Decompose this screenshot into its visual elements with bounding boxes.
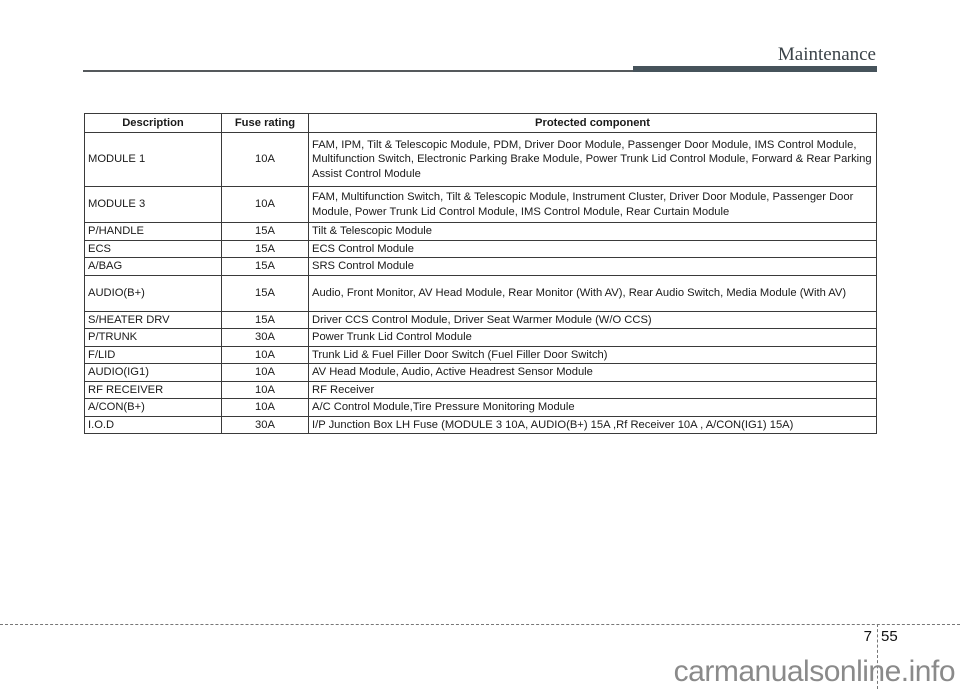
section-title: Maintenance [777,44,876,65]
fuse-description: A/CON(B+) [85,399,222,417]
table-row [85,223,877,241]
fuse-rating: 10A [222,364,309,382]
protected-component: Power Trunk Lid Control Module [309,329,877,347]
column-header-protected-component: Protected component [309,114,877,133]
protected-component: Driver CCS Control Module, Driver Seat Warmer Module (W/O CCS) [309,311,877,329]
protected-component: FAM, Multifunction Switch, Tilt & Telescopic Module, Instrument Cluster, Driver Door Module, Passenger Door Module, Power Trunk Lid Control Module, IMS Control Module, Rear Curtain Module [309,187,877,223]
fuse-rating: 15A [222,311,309,329]
fuse-rating: 15A [222,240,309,258]
fuse-rating: 10A [222,346,309,364]
chapter-number: 7 [863,628,872,645]
fuse-rating: 15A [222,223,309,241]
fuse-description: S/HEATER DRV [85,311,222,329]
fuse-rating: 10A [222,399,309,417]
fuse-description: MODULE 1 [85,133,222,187]
column-header-description: Description [85,114,222,133]
header-rule-accent [633,66,877,72]
fuse-description: RF RECEIVER [85,381,222,399]
table-row [85,187,877,223]
fuse-description: I.O.D [85,416,222,434]
fuse-description: P/TRUNK [85,329,222,347]
table-row [85,133,877,187]
fuse-description: AUDIO(B+) [85,275,222,311]
column-header-fuse-rating: Fuse rating [222,114,309,133]
protected-component: Trunk Lid & Fuel Filler Door Switch (Fuel Filler Door Switch) [309,346,877,364]
fuse-rating: 15A [222,258,309,276]
table-row [85,346,877,364]
protected-component: AV Head Module, Audio, Active Headrest Sensor Module [309,364,877,382]
protected-component: I/P Junction Box LH Fuse (MODULE 3 10A, AUDIO(B+) 15A ,Rf Receiver 10A , A/CON(IG1) 15A) [309,416,877,434]
table-row [85,258,877,276]
table-row [85,381,877,399]
table-row [85,416,877,434]
fuse-rating: 10A [222,381,309,399]
table-row [85,240,877,258]
header-rule [83,70,633,72]
fuse-rating: 30A [222,329,309,347]
table-header-row [85,114,877,133]
watermark: carmanualsonline.info [673,655,955,688]
fuse-description: F/LID [85,346,222,364]
table-row [85,399,877,417]
fuse-description: ECS [85,240,222,258]
fuse-description: AUDIO(IG1) [85,364,222,382]
protected-component: Audio, Front Monitor, AV Head Module, Rear Monitor (With AV), Rear Audio Switch, Media Module (With AV) [309,275,877,311]
protected-component: A/C Control Module,Tire Pressure Monitoring Module [309,399,877,417]
fuse-rating: 10A [222,187,309,223]
table-row [85,311,877,329]
fuse-rating: 30A [222,416,309,434]
footer-divider [0,624,960,625]
fuse-description: A/BAG [85,258,222,276]
table-row [85,275,877,311]
protected-component: ECS Control Module [309,240,877,258]
protected-component: RF Receiver [309,381,877,399]
protected-component: Tilt & Telescopic Module [309,223,877,241]
protected-component: SRS Control Module [309,258,877,276]
fuse-rating: 15A [222,275,309,311]
fuse-table [84,113,877,434]
page-number: 55 [881,628,898,645]
fuse-rating: 10A [222,133,309,187]
table-row [85,364,877,382]
fuse-description: P/HANDLE [85,223,222,241]
table-row [85,329,877,347]
protected-component: FAM, IPM, Tilt & Telescopic Module, PDM, Driver Door Module, Passenger Door Module, IMS Control Module, Multifunction Switch, Electronic Parking Brake Module, Power Trunk Lid Control Module, Forward & Rear Parking Assist Control Module [309,133,877,187]
fuse-description: MODULE 3 [85,187,222,223]
